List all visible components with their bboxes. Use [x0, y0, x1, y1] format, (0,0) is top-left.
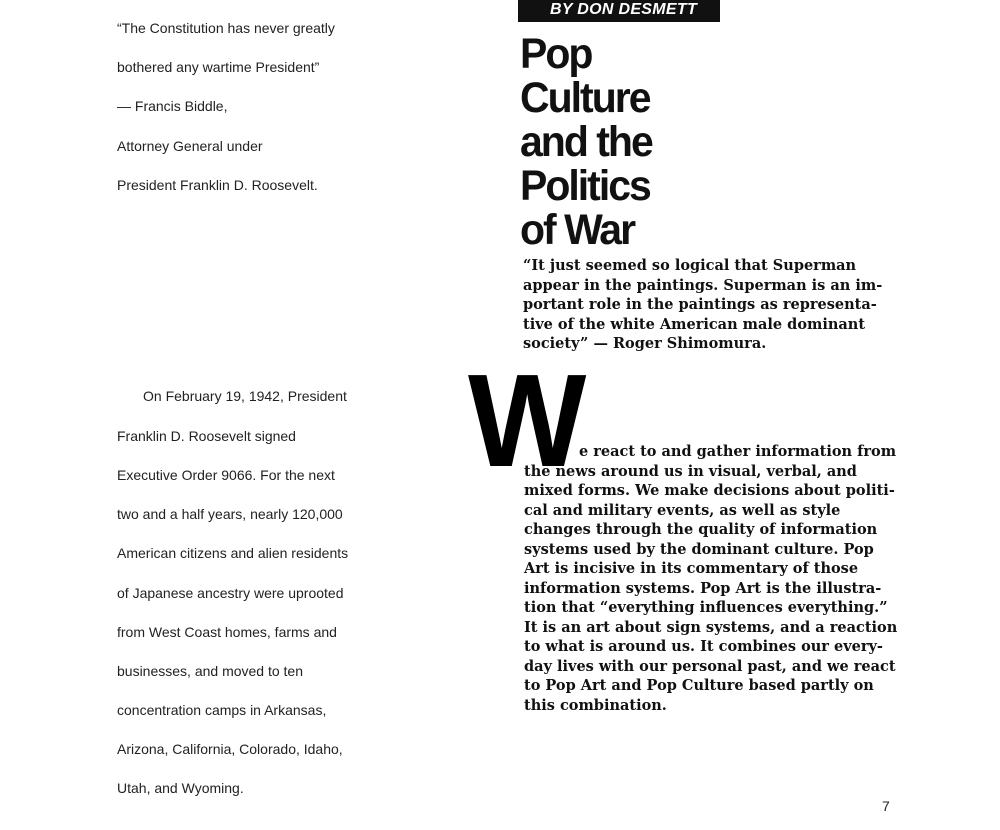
body-line: mixed forms. We make decisions about politi-	[524, 482, 895, 499]
quote-line: portant role in the paintings as representa-	[523, 296, 877, 314]
body-line: cal and military events, as well as style	[524, 501, 841, 519]
intro-line: Franklin D. Roosevelt signed	[117, 428, 296, 444]
body-line: Art is incisive in its commentary of those	[524, 560, 859, 577]
epigraph-attribution: Attorney General under	[117, 138, 263, 154]
quote-line: tive of the white American male dominant	[523, 315, 866, 333]
body-line: the news around us in visual, verbal, and	[524, 462, 857, 480]
body-line: It is an art about sign systems, and a reaction	[524, 618, 898, 636]
intro-line: concentration camps in Arkansas,	[117, 702, 327, 718]
body-line: this combination.	[524, 696, 667, 714]
title-line: Politics	[520, 161, 650, 210]
title-line: of War	[520, 205, 635, 254]
page-number: 7	[882, 798, 890, 814]
epigraph-attribution: — Francis Biddle,	[117, 98, 228, 114]
intro-line: Arizona, California, Colorado, Idaho,	[117, 741, 343, 757]
body-line: systems used by the dominant culture. Pop	[524, 540, 874, 558]
body-line: day lives with our personal past, and we react	[524, 657, 896, 675]
quote-line: appear in the paintings. Superman is an im-	[523, 276, 883, 294]
byline: BY DON DESMETT	[518, 0, 720, 22]
pull-quote	[523, 256, 893, 354]
epigraph-line: “The Constitution has never greatly	[117, 20, 335, 36]
epigraph-attribution: President Franklin D. Roosevelt.	[117, 177, 318, 193]
intro-line: Utah, and Wyoming.	[117, 780, 244, 796]
body-line: tion that “everything influences everything.”	[524, 599, 888, 616]
body-line: to what is around us. It combines our every-	[524, 638, 883, 655]
intro-line: of Japanese ancestry were uprooted	[117, 585, 344, 601]
article-title	[520, 28, 820, 254]
title-line: Pop	[520, 28, 592, 78]
article-body	[524, 442, 904, 715]
intro-line: from West Coast homes, farms and	[117, 624, 337, 640]
quote-line: “It just seemed so logical that Superman	[523, 257, 857, 274]
intro-line: Executive Order 9066. For the next	[117, 467, 335, 483]
intro-line: On February 19, 1942, President	[143, 388, 347, 404]
body-line: e react to and gather information from	[579, 443, 897, 460]
title-line: Culture	[520, 73, 650, 122]
body-line: information systems. Pop Art is the illustra-	[524, 579, 882, 597]
quote-line: society” — Roger Shimomura.	[523, 335, 767, 353]
body-line: to Pop Art and Pop Culture based partly on	[524, 677, 874, 694]
intro-line: businesses, and moved to ten	[117, 663, 304, 679]
title-line: and the	[520, 117, 652, 166]
drop-cap: W	[468, 347, 587, 494]
intro-line: two and a half years, nearly 120,000	[117, 506, 343, 522]
intro-line: American citizens and alien residents	[117, 545, 349, 561]
epigraph-line: bothered any wartime President”	[117, 59, 320, 75]
body-line: changes through the quality of information	[524, 521, 878, 538]
